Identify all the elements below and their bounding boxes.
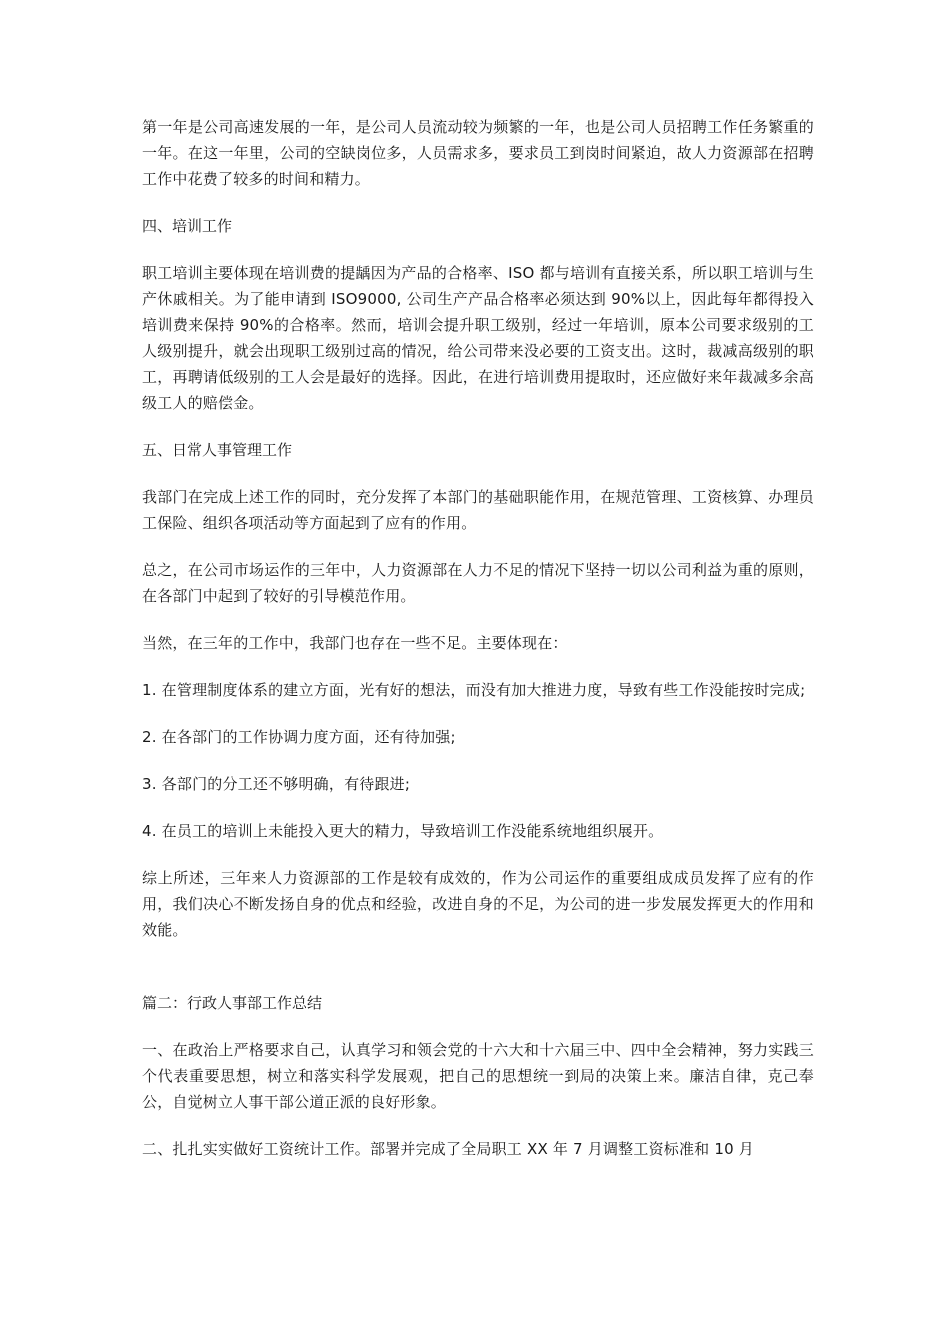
list-item: 4. 在员工的培训上未能投入更大的精力，导致培训工作没能系统地组织展开。 bbox=[142, 822, 664, 840]
paragraph-shortcomings-intro: 当然，在三年的工作中，我部门也存在一些不足。主要体现在： bbox=[142, 634, 568, 652]
paragraph-politics: 一、在政治上严格要求自己，认真学习和领会党的十六大和十六届三中、四中全会精神，努力实践三个代表重要思想，树立和落实科学发展观，把自己的思想统一到局的决策上来。廉洁自律，克己奉公，自觉树立人事干部公道正派的良好形象。 bbox=[142, 1041, 814, 1111]
document-body bbox=[142, 114, 814, 1183]
paragraph-recruitment: 第一年是公司高速发展的一年，是公司人员流动较为频繁的一年，也是公司人员招聘工作任务繁重的一年。在这一年里，公司的空缺岗位多，人员需求多，要求员工到岗时间紧迫，故人力资源部在招聘工作中花费了较多的时间和精力。 bbox=[142, 118, 814, 188]
paragraph-conclusion: 综上所述，三年来人力资源部的工作是较有成效的，作为公司运作的重要组成成员发挥了应有的作用，我们决心不断发扬自身的优点和经验，改进自身的不足，为公司的进一步发展发挥更大的作用和效能。 bbox=[142, 869, 814, 939]
heading-training: 四、培训工作 bbox=[142, 217, 233, 235]
section-spacer bbox=[142, 964, 814, 990]
list-item: 1. 在管理制度体系的建立方面，光有好的想法，而没有加大推进力度，导致有些工作没能按时完成; bbox=[142, 681, 806, 699]
paragraph-wages: 二、扎扎实实做好工资统计工作。部署并完成了全局职工 XX 年 7 月调整工资标准和 10 月 bbox=[142, 1140, 754, 1158]
list-item: 3. 各部门的分工还不够明确，有待跟进; bbox=[142, 775, 411, 793]
heading-daily-hr: 五、日常人事管理工作 bbox=[142, 441, 293, 459]
list-item: 2. 在各部门的工作协调力度方面，还有待加强; bbox=[142, 728, 456, 746]
paragraph-daily-hr: 我部门在完成上述工作的同时，充分发挥了本部门的基础职能作用，在规范管理、工资核算、办理员工保险、组织各项活动等方面起到了应有的作用。 bbox=[142, 488, 814, 532]
paragraph-training: 职工培训主要体现在培训费的提龋因为产品的合格率、ISO 都与培训有直接关系，所以职工培训与生产休戚相关。为了能申请到 ISO9000, 公司生产产品合格率必须达到 90%以上，因此每年都得投入培训费来保持 90%的合格率。然而，培训会提升职工级别，经过一年培训，原本公司要求级别的工人级别提升，就会出现职工级别过高的情况，给公司带来没必要的工资支出。这时，裁减高级别的职工，再聘请低级别的工人会是最好的选择。因此，在进行培训费用提取时，还应做好来年裁减多余高级工人的赔偿金。 bbox=[142, 264, 814, 412]
heading-part-two: 篇二：行政人事部工作总结 bbox=[142, 994, 323, 1012]
paragraph-summary: 总之，在公司市场运作的三年中，人力资源部在人力不足的情况下坚持一切以公司利益为重的原则，在各部门中起到了较好的引导模范作用。 bbox=[142, 561, 814, 605]
